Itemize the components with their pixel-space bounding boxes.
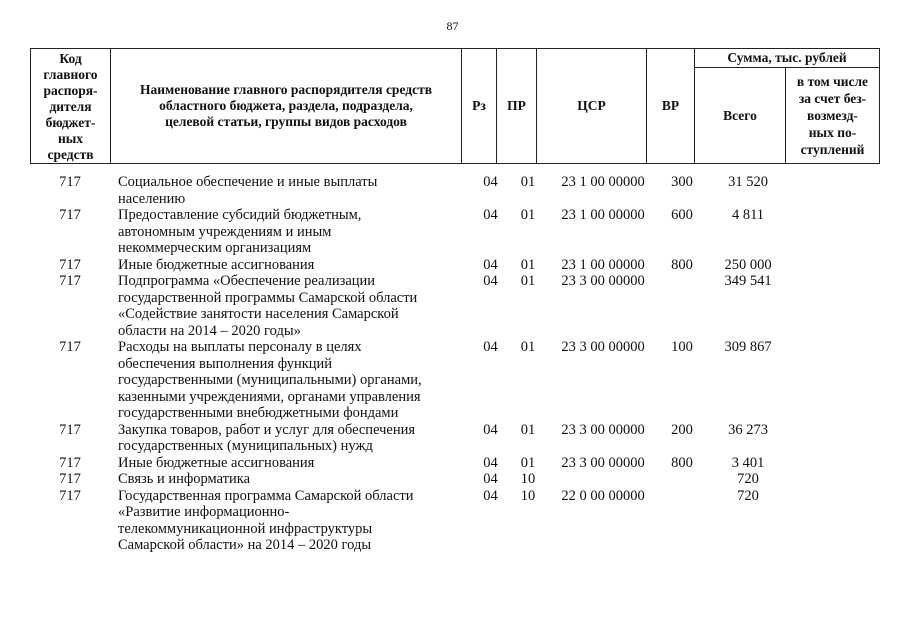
- row-rz: 04: [483, 273, 498, 289]
- row-pr: 10: [520, 471, 536, 487]
- row-name-line: Иные бюджетные ассигнования: [118, 454, 315, 471]
- header-code: Код главного распоря- дителя бюджет- ных средств: [31, 49, 111, 164]
- row-pr: 01: [520, 421, 536, 438]
- row-rz: 04: [483, 256, 498, 273]
- table-row: [30, 207, 886, 257]
- table-row: [30, 257, 886, 274]
- row-total: 36 273: [728, 421, 768, 438]
- row-code: 717: [59, 273, 81, 289]
- row-name-line: государственной программы Самарской области: [118, 289, 418, 306]
- table-row: [30, 273, 886, 339]
- row-total: 3 401: [731, 454, 765, 471]
- row-csr: 23 1 00 00000: [561, 256, 645, 273]
- row-name-line: Расходы на выплаты персоналу в целях: [118, 339, 362, 355]
- row-total: 250 000: [724, 256, 772, 273]
- row-csr: 23 3 00 00000: [561, 273, 645, 289]
- row-rz: 04: [483, 454, 498, 471]
- header-incl: в том числе за счет без- возмезд- ных по- ступлений: [786, 68, 880, 164]
- row-total: 720: [737, 471, 759, 487]
- row-name: [110, 273, 473, 339]
- row-pr: 01: [520, 454, 536, 471]
- row-csr: 23 1 00 00000: [561, 207, 645, 223]
- row-vr: 800: [671, 256, 693, 273]
- row-pr: 01: [520, 174, 536, 190]
- table-row: [30, 422, 886, 455]
- table-row: [30, 455, 886, 472]
- row-pr: 01: [520, 207, 536, 223]
- row-name-line: Подпрограмма «Обеспечение реализации: [118, 273, 376, 289]
- row-name-line: Иные бюджетные ассигнования: [118, 256, 315, 273]
- row-csr: 23 3 00 00000: [561, 339, 645, 355]
- header-rz: Рз: [462, 49, 497, 164]
- header-total: Всего: [695, 68, 786, 164]
- row-code: 717: [59, 339, 81, 355]
- table-row: [30, 488, 886, 554]
- row-name-line: некоммерческим организациям: [118, 240, 312, 256]
- row-total: 4 811: [731, 207, 765, 223]
- table-body: [30, 174, 886, 554]
- row-total: 349 541: [724, 273, 772, 289]
- row-csr: 22 0 00 00000: [561, 487, 645, 504]
- row-rz: 04: [483, 487, 498, 504]
- row-name: [110, 207, 473, 257]
- row-rz: 04: [483, 471, 498, 487]
- header-sum: Сумма, тыс. рублей: [695, 49, 880, 68]
- row-vr: [658, 273, 706, 339]
- row-code: 717: [59, 487, 81, 504]
- table-row: [30, 174, 886, 207]
- row-vr: [658, 488, 706, 554]
- row-name-line: государственных (муниципальных) нужд: [118, 438, 373, 454]
- row-code: 717: [59, 174, 81, 190]
- row-vr: 300: [671, 174, 693, 190]
- row-vr: 200: [671, 421, 693, 438]
- row-code: 717: [59, 454, 81, 471]
- row-name-line: Государственная программа Самарской области: [118, 487, 414, 504]
- row-total: 31 520: [728, 174, 768, 190]
- row-name-line: Закупка товаров, работ и услуг для обеспечения: [118, 421, 416, 438]
- header-pr: ПР: [497, 49, 537, 164]
- row-name: [110, 257, 473, 274]
- row-vr: 600: [671, 207, 693, 223]
- row-code: 717: [59, 207, 81, 223]
- row-name-line: области на 2014 – 2020 годы»: [118, 322, 301, 339]
- row-name: [110, 455, 473, 472]
- header-csr: ЦСР: [537, 49, 647, 164]
- row-pr: 10: [520, 487, 536, 504]
- row-name-line: Предоставление субсидий бюджетным,: [118, 207, 362, 223]
- row-name-line: государственными (муниципальными) органами,: [118, 372, 422, 388]
- row-name-line: телекоммуникационной инфраструктуры: [118, 520, 373, 537]
- row-name: [110, 339, 473, 422]
- row-rz: 04: [483, 421, 498, 438]
- header-vr: ВР: [647, 49, 695, 164]
- row-name: [110, 422, 473, 455]
- row-name-line: Связь и информатика: [118, 471, 251, 487]
- row-vr: [658, 471, 706, 488]
- table-header: [30, 48, 880, 164]
- header-name: Наименование главного распорядителя средств областного бюджета, раздела, подраздела, целевой статьи, группы видов расходов: [111, 49, 462, 164]
- row-pr: 01: [520, 339, 536, 355]
- row-csr: 23 3 00 00000: [561, 454, 645, 471]
- table-row: [30, 339, 886, 422]
- row-name-line: Социальное обеспечение и иные выплаты: [118, 174, 378, 190]
- page-number: 87: [446, 19, 459, 33]
- row-code: 717: [59, 421, 81, 438]
- row-total: 720: [737, 487, 759, 504]
- row-name: [110, 488, 473, 554]
- row-name-line: автономным учреждениям и иным: [118, 223, 332, 240]
- row-name-line: Самарской области» на 2014 – 2020 годы: [118, 537, 372, 553]
- row-code: 717: [59, 471, 81, 487]
- row-name-line: «Развитие информационно-: [118, 504, 290, 520]
- row-code: 717: [59, 256, 81, 273]
- row-name-line: государственными внебюджетными фондами: [118, 405, 399, 421]
- row-name-line: обеспечения выполнения функций: [118, 355, 333, 372]
- row-csr: [548, 471, 658, 488]
- row-name-line: населению: [118, 190, 186, 207]
- row-rz: 04: [483, 207, 498, 223]
- row-csr: 23 1 00 00000: [561, 174, 645, 190]
- row-csr: 23 3 00 00000: [561, 421, 645, 438]
- row-rz: 04: [483, 174, 498, 190]
- row-vr: 800: [671, 454, 693, 471]
- row-pr: 01: [520, 256, 536, 273]
- row-name: [110, 471, 473, 488]
- row-name-line: «Содействие занятости населения Самарской: [118, 306, 399, 322]
- row-name-line: казенными учреждениями, органами управления: [118, 388, 421, 405]
- row-rz: 04: [483, 339, 498, 355]
- row-pr: 01: [520, 273, 536, 289]
- row-vr: 100: [671, 339, 693, 355]
- row-name: [110, 174, 473, 207]
- table-row: [30, 471, 886, 488]
- row-total: 309 867: [724, 339, 772, 355]
